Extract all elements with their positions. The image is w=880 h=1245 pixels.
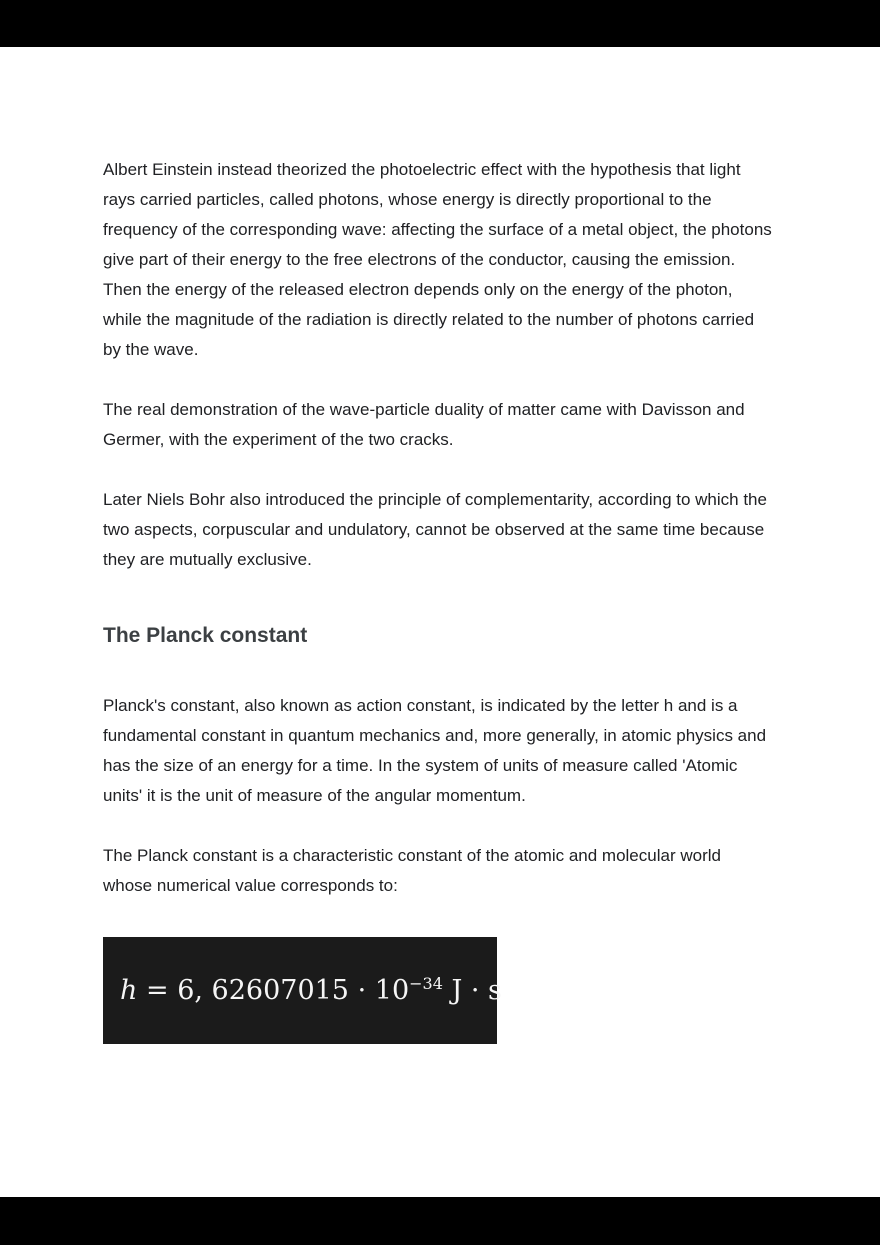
paragraph-planck-definition: Planck's constant, also known as action constant, is indicated by the letter h and is a fundamental constant in quantum mechanics and, more generally, in atomic physics and has the size of an energy for a time. In the system of units of measure called 'Atomic units' it is the unit of measure of the angular momentum. [103,696,767,805]
formula-equals-sign: = [145,975,169,1006]
formula-base: 10 [374,975,410,1006]
paragraph-planck-value-intro: The Planck constant is a characteristic constant of the atomic and molecular world whose numerical value corresponds to: [103,846,721,895]
paragraph-complementarity: Later Niels Bohr also introduced the principle of complementarity, according to which the two aspects, corpuscular and undulatory, cannot be observed at the same time because they are mutually exclusive. [103,490,767,569]
formula-multiplication-dot: · [357,975,367,1006]
planck-constant-formula [120,975,502,1006]
paragraph-wave-particle-duality: The real demonstration of the wave-particle duality of matter came with Davisson and Germer, with the experiment of the two cracks. [103,400,745,449]
top-bar [0,0,880,47]
formula-coefficient: 6, 62607015 [177,975,349,1006]
formula-unit: J · s [451,975,502,1006]
section-heading-planck-constant: The Planck constant [103,624,308,647]
formula-power-of-ten [375,975,443,1006]
planck-constant-formula-block [103,937,502,1044]
formula-variable-h: h [120,975,138,1006]
article-body [103,47,773,1044]
bottom-bar [0,1197,880,1245]
paragraph-photoelectric-effect: Albert Einstein instead theorized the photoelectric effect with the hypothesis that light rays carried particles, called photons, whose energy is directly proportional to the frequency of the corresponding wave: affecting the surface of a metal object, the photons give part of their energy to the free electrons of the conductor, causing the emission. Then the energy of the released electron depends only on the energy of the photon, while the magnitude of the radiation is directly related to the number of photons carried by the wave. [103,160,772,359]
formula-exponent: −34 [409,974,443,993]
